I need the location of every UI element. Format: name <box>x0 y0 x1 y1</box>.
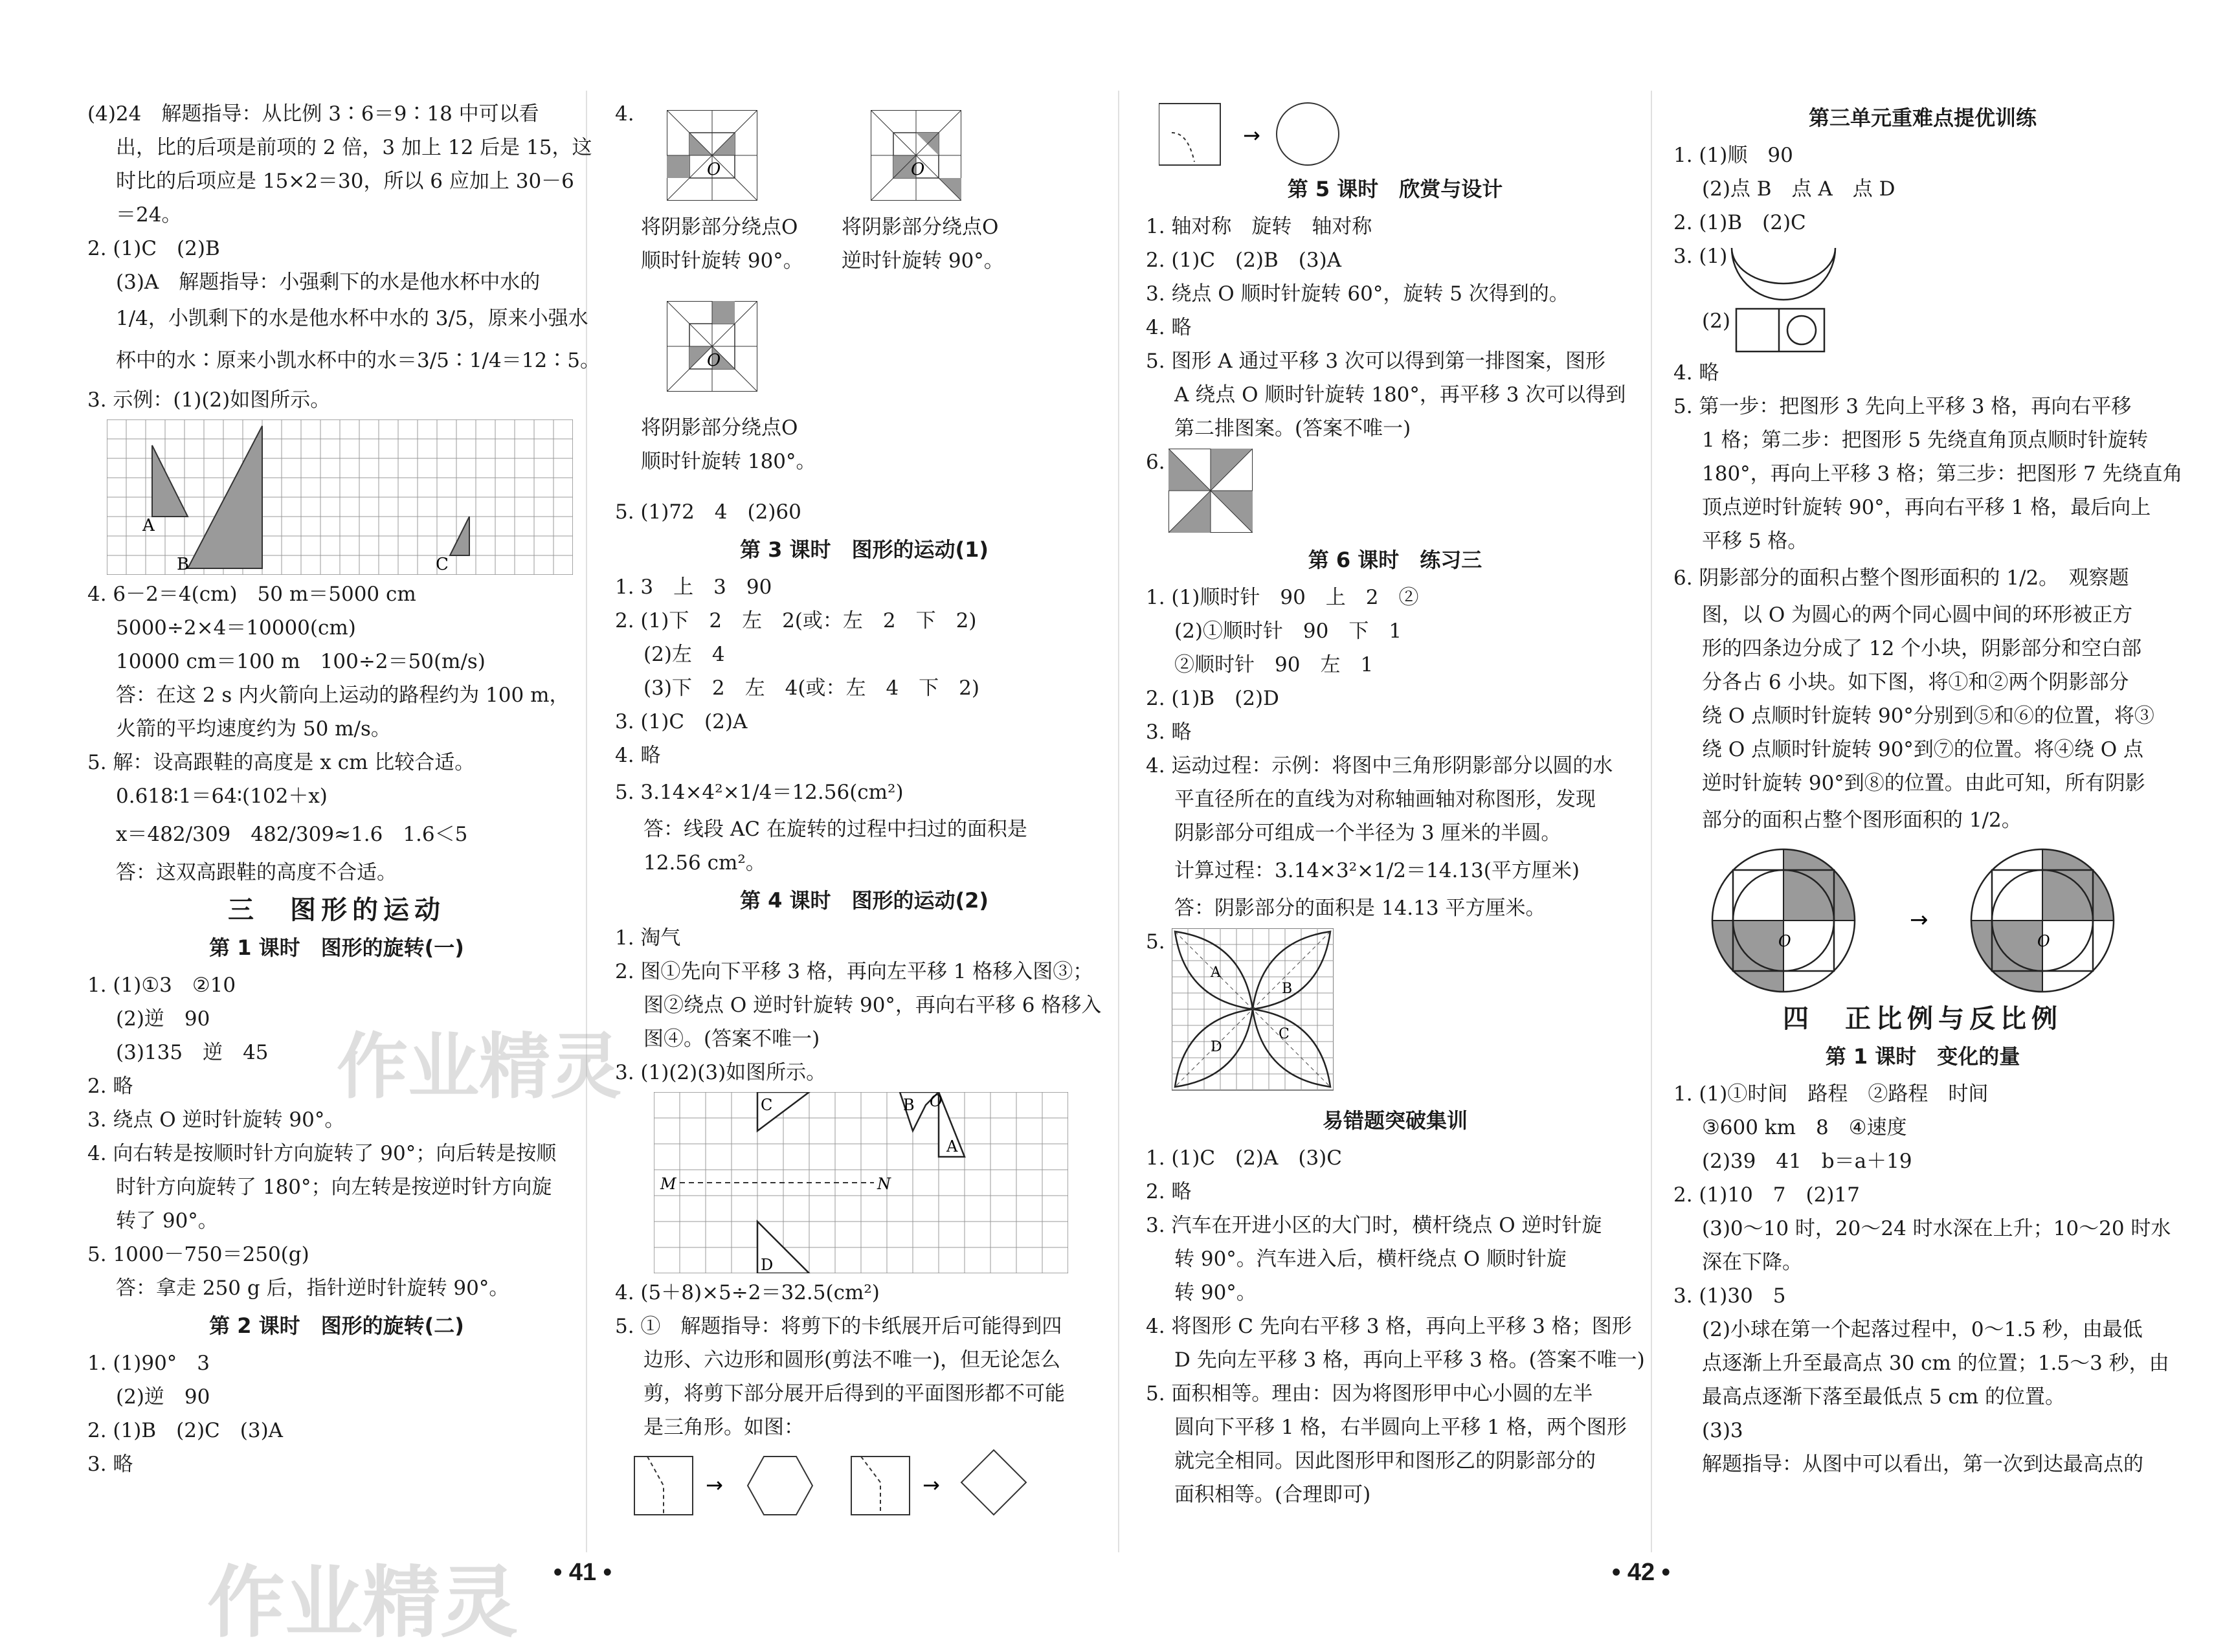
text-line: 是三角形。如图： <box>643 1416 804 1439</box>
crescent-block <box>1673 240 2172 304</box>
label-o: O <box>930 1092 943 1110</box>
text-line: 4. 运动过程：示例：将图中三角形阴影部分以圆的水 <box>1146 754 1613 777</box>
triangle-a <box>152 445 188 517</box>
text-line: (3)下 2 左 4(或：左 4 下 2) <box>643 676 979 700</box>
circle-before <box>1712 849 1855 992</box>
text-line: (2)小球在第一个起落过程中，0～1.5 秒，由最低 <box>1702 1318 2143 1341</box>
square-figure-2 <box>871 110 961 201</box>
label-d: D <box>1211 1039 1222 1055</box>
text-line: 5. 解：设高跟鞋的高度是 x cm 比较合适。 <box>87 751 475 774</box>
text-line: (2)逆 90 <box>116 1007 210 1031</box>
text-line: 3. (1)C (2)A <box>615 710 748 733</box>
text-line: 部分的面积占整个图形面积的 1/2。 <box>1702 809 2022 832</box>
label-a: A <box>1211 965 1221 981</box>
text-line: 1. (1)90° 3 <box>87 1352 210 1375</box>
page-number: • 41 • <box>553 1559 612 1586</box>
text-line: x＝482/309 482/309≈1.6 1.6＜5 <box>116 823 468 846</box>
watermark: 作业精灵 <box>337 1025 621 1108</box>
arrow: → <box>1910 907 1929 933</box>
text-line: (2)①顺时针 90 下 1 <box>1174 620 1402 643</box>
text-line: ③600 km 8 ④速度 <box>1702 1116 1907 1139</box>
text-line: 4. 6－2＝4(cm) 50 m＝5000 cm <box>87 583 416 606</box>
text-line: (3)135 逆 45 <box>116 1041 269 1064</box>
text-line: 3. 绕点 O 顺时针旋转 60°，旋转 5 次得到的。 <box>1146 282 1569 306</box>
text-line: 1 格；第二步：把图形 5 先绕直角顶点顺时针旋转 <box>1702 429 2149 452</box>
text-line: 5. 第一步：把图形 3 先向上平移 3 格，再向右平移 <box>1673 395 2132 418</box>
text-line: 答：这双高跟鞋的高度不合适。 <box>116 861 397 884</box>
text-line: 解题指导：从图中可以看出，第一次到达最高点的 <box>1702 1453 2143 1476</box>
rotation-figure-3 <box>615 301 1113 495</box>
label-a: A <box>946 1137 958 1155</box>
watermark: 作业精灵 <box>207 1558 518 1648</box>
text-line: 1. (1)①3 ②10 <box>87 974 236 997</box>
text-line: 1/4，小凯剩下的水是他水杯中水的 3/5，原来小强水 <box>116 307 588 330</box>
label-c: C <box>1279 1026 1290 1042</box>
text-line: 2. (1)10 7 (2)17 <box>1673 1183 1860 1207</box>
text-line: 1. (1)①时间 路程 ②路程 时间 <box>1673 1082 1989 1106</box>
label-o: O <box>1778 932 1791 950</box>
column-4 <box>1673 97 2183 1481</box>
text-line: (2)逆 90 <box>116 1385 210 1409</box>
text-line: 1. (1)C (2)A (3)C <box>1146 1146 1342 1170</box>
arrow: → <box>1243 123 1260 148</box>
text-line: 就完全相同。因此图形甲和图形乙的阴影部分的 <box>1174 1449 1596 1473</box>
text-line: 4. 略 <box>1673 361 1719 385</box>
text-line: 5. 3.14×4²×1/4＝12.56(cm²) <box>615 781 904 804</box>
text-line: 1. (1)顺 90 <box>1673 144 1793 167</box>
text-line: (2)左 4 <box>643 643 725 666</box>
petal-grid-figure <box>1172 928 1334 1093</box>
question-number: 4. <box>615 102 634 126</box>
text-line: 顶点逆时针旋转 90°，再向右平移 1 格，最后向上 <box>1702 496 2151 519</box>
label-o: O <box>707 351 721 370</box>
text-line: 图，以 O 为圆心的两个同心圆中间的环形被正方 <box>1702 603 2133 627</box>
text-line: (2)39 41 b＝a＋19 <box>1702 1150 1912 1173</box>
lesson-6-title: 第 6 课时 练习三 <box>1308 548 1482 572</box>
text-line: 2. (1)B (2)D <box>1146 687 1279 710</box>
column-1 <box>87 97 600 1481</box>
text-line: 圆向下平移 1 格，右半圆向上平移 1 格，两个图形 <box>1174 1416 1627 1439</box>
pinwheel-figure <box>1168 449 1253 533</box>
label-m: M <box>660 1175 676 1193</box>
unit-4-title: 四 正比例与反比例 <box>1783 1004 2063 1034</box>
lesson-1-title: 第 1 课时 图形的旋转(一) <box>209 935 464 960</box>
text-line: 形的四条边分成了 12 个小块，阴影部分和空白部 <box>1702 637 2142 660</box>
caption: 顺时针旋转 90°。 <box>641 249 803 273</box>
petal-block <box>1146 925 1644 1100</box>
text-line: 火箭的平均速度约为 50 m/s。 <box>116 717 391 741</box>
text-line: (3)0～10 时，20～24 时水深在上升；10～20 时水 <box>1702 1217 2171 1240</box>
text-line: 4. 向右转是按顺时针方向旋转了 90°；向后转是按顺 <box>87 1142 557 1165</box>
text-line: 平直径所在的直线为对称轴画轴对称图形，发现 <box>1174 788 1596 811</box>
text-line: 2. 略 <box>87 1075 133 1098</box>
text-line: 12.56 cm²。 <box>643 851 766 875</box>
text-line: 5. 面积相等。理由：因为将图形甲中心小圆的左半 <box>1146 1382 1593 1405</box>
text-line: 第二排图案。(答案不唯一) <box>1174 417 1411 440</box>
pinwheel-block <box>1146 445 1644 539</box>
caption: 顺时针旋转 180°。 <box>641 450 816 473</box>
text-line: 绕 O 点顺时针旋转 90°分别到⑤和⑥的位置，将③ <box>1702 704 2154 728</box>
text-line: 3. 绕点 O 逆时针旋转 90°。 <box>87 1108 345 1132</box>
text-line: 绕 O 点顺时针旋转 90°到⑦的位置。将④绕 O 点 <box>1702 738 2144 761</box>
text-line: 2. (1)C (2)B (3)A <box>1146 249 1342 272</box>
text-line: 杯中的水∶原来小凯水杯中的水＝3/5∶1/4＝12∶5。 <box>116 349 600 372</box>
text-line: 3. 略 <box>1146 720 1192 744</box>
text-line: 2. (1)下 2 左 2(或：左 2 下 2) <box>615 609 977 632</box>
text-line: 3. (1)(2)(3)如图所示。 <box>615 1061 827 1084</box>
text-line: 3. (1)30 5 <box>1673 1284 1786 1308</box>
text-line: 4. 略 <box>615 744 661 767</box>
column-separator <box>1651 91 1652 1552</box>
lesson-2-title: 第 2 课时 图形的旋转(二) <box>209 1313 464 1338</box>
text-line: ②顺时针 90 左 1 <box>1174 653 1374 676</box>
unit-3-title: 三 图形的运动 <box>228 895 445 925</box>
text-line: 面积相等。(合理即可) <box>1174 1483 1371 1506</box>
text-line: 180°，再向上平移 3 格；第三步：把图形 7 先绕直角 <box>1702 462 2183 486</box>
text-line: 出，比的后项是前项的 2 倍，3 加上 12 后是 15，这 <box>116 136 592 159</box>
caption: 将阴影部分绕点O <box>641 416 798 440</box>
text-line: 1. 淘气 <box>615 926 681 950</box>
arrow: → <box>706 1473 723 1497</box>
translation-grid-figure <box>654 1092 1068 1273</box>
page-gutter <box>1118 91 1119 1552</box>
label-c: C <box>761 1096 773 1114</box>
text-line: 2. 略 <box>1146 1180 1192 1203</box>
text-line: 3. 汽车在开进小区的大门时，横杆绕点 O 逆时针旋 <box>1146 1214 1602 1237</box>
text-line: ＝24。 <box>116 203 182 227</box>
column-2 <box>615 97 1113 1521</box>
question-part: (2) <box>1702 309 1730 333</box>
crescent-figure <box>1728 245 1839 303</box>
text-line: 3. 略 <box>87 1453 133 1476</box>
label-n: N <box>877 1175 891 1193</box>
text-line: 图④。(答案不唯一) <box>643 1027 820 1051</box>
text-line: 4. 将图形 C 先向右平移 3 格，再向上平移 3 格；图形 <box>1146 1315 1632 1338</box>
text-line: 答：在这 2 s 内火箭向上运动的路程约为 100 m， <box>116 684 570 707</box>
errors-title: 易错题突破集训 <box>1322 1108 1468 1133</box>
paper-cut-figure <box>628 1447 1094 1518</box>
arrow: → <box>922 1473 940 1497</box>
text-line: 5. 1000－750＝250(g) <box>87 1243 309 1266</box>
question-number: 6. <box>1146 451 1165 474</box>
circle-after <box>1971 849 2114 992</box>
column-3 <box>1146 97 1644 1512</box>
text-line: 深在下降。 <box>1702 1251 1802 1274</box>
label-o: O <box>707 160 721 179</box>
rect-circle-block <box>1673 304 2172 356</box>
text-line: 时针方向旋转了 180°；向左转是按逆时针方向旋 <box>116 1176 552 1199</box>
text-line: (3)A 解题指导：小强剩下的水是他水杯中水的 <box>116 271 541 294</box>
text-line: 1. 轴对称 旋转 轴对称 <box>1146 215 1372 238</box>
text-line: 6. 阴影部分的面积占整个图形面积的 1/2。 观察题 <box>1673 566 2129 590</box>
text-line: 2. 图①先向下平移 3 格，再向左平移 1 格移入图③； <box>615 960 1093 983</box>
text-line: 时比的后项应是 15×2＝30，所以 6 应加上 30－6 <box>116 170 574 193</box>
text-line: 转了 90°。 <box>116 1209 218 1233</box>
text-line: 边形、六边形和圆形(剪法不唯一)，但无论怎么 <box>643 1348 1061 1372</box>
text-line: 1. 3 上 3 90 <box>615 575 772 599</box>
label-b: B <box>1282 981 1293 997</box>
text-line: 2. (1)B (2)C <box>1673 211 1806 234</box>
text-line: 分各占 6 小块。如下图，将①和②两个阴影部分 <box>1702 671 2129 694</box>
text-line: 0.618∶1＝64∶(102＋x) <box>116 785 328 808</box>
unit-3-review-title: 第三单元重难点提优训练 <box>1808 106 2037 130</box>
question-number: 5. <box>1146 930 1165 954</box>
lesson-4-title: 第 4 课时 图形的运动(2) <box>739 888 989 913</box>
square-to-circle-figure <box>1159 97 1353 168</box>
label-o: O <box>2037 932 2050 950</box>
square-figure-1 <box>667 110 757 201</box>
text-line: 1. (1)顺时针 90 上 2 ② <box>1146 586 1419 609</box>
text-line: 5. 图形 A 通过平移 3 次可以得到第一排图案，图形 <box>1146 350 1605 373</box>
page-number: • 42 • <box>1612 1559 1670 1586</box>
label-d: D <box>761 1256 774 1273</box>
text-line: 10000 cm＝100 m 100÷2＝50(m/s) <box>116 650 486 673</box>
concentric-circles-figure <box>1706 843 2159 998</box>
text-line: 转 90°。汽车进入后，横杆绕点 O 顺时针旋 <box>1174 1247 1567 1271</box>
unit-4-lesson-1-title: 第 1 课时 变化的量 <box>1825 1044 2020 1069</box>
text-line: 4. 略 <box>1146 316 1192 339</box>
text-line: 2. (1)B (2)C (3)A <box>87 1419 284 1442</box>
text-line: 5000÷2×4＝10000(cm) <box>116 616 356 640</box>
text-line: 阴影部分可组成一个半径为 3 厘米的半圆。 <box>1174 821 1561 845</box>
text-line: (4)24 解题指导：从比例 3∶6＝9∶18 中可以看 <box>87 102 539 126</box>
caption: 将阴影部分绕点O <box>641 216 798 239</box>
label-c: C <box>436 555 449 574</box>
question-number: 3. (1) <box>1673 245 1728 268</box>
text-line: 剪，将剪下部分展开后得到的平面图形都不可能 <box>643 1382 1065 1405</box>
text-line: 2. (1)C (2)B <box>87 237 220 260</box>
text-line: 平移 5 格。 <box>1702 530 1808 553</box>
text-line: D 先向左平移 3 格，再向上平移 3 格。(答案不唯一) <box>1174 1348 1645 1372</box>
text-line: 答：拿走 250 g 后，指针逆时针旋转 90°。 <box>116 1277 509 1300</box>
text-line: 转 90°。 <box>1174 1281 1257 1304</box>
text-line: 逆时针旋转 90°到⑧的位置。由此可知，所有阴影 <box>1702 772 2145 795</box>
text-line: 5. (1)72 4 (2)60 <box>615 500 801 524</box>
text-line: 5. ① 解题指导：将剪下的卡纸展开后可能得到四 <box>615 1315 1062 1338</box>
lesson-5-title: 第 5 课时 欣赏与设计 <box>1287 177 1503 201</box>
text-line: 3. 示例：(1)(2)如图所示。 <box>87 388 331 412</box>
text-line: A 绕点 O 顺时针旋转 180°，再平移 3 次可以得到 <box>1174 383 1626 407</box>
text-line: (2)点 B 点 A 点 D <box>1702 177 1895 201</box>
label-b: B <box>903 1096 915 1114</box>
text-line: 点逐渐上升至最高点 30 cm 的位置；1.5～3 秒，由 <box>1702 1352 2169 1375</box>
text-line: 图②绕点 O 逆时针旋转 90°，再向右平移 6 格移入 <box>643 994 1102 1017</box>
text-line: 最高点逐渐下落至最低点 5 cm 的位置。 <box>1702 1385 2066 1409</box>
text-line: 4. (5＋8)×5÷2＝32.5(cm²) <box>615 1281 880 1304</box>
rect-circle-figure <box>1735 307 1826 354</box>
caption: 逆时针旋转 90°。 <box>842 249 1004 273</box>
square-figure-3 <box>667 301 757 392</box>
grid-triangles-figure <box>107 419 573 575</box>
label-o: O <box>911 160 925 179</box>
text-line: 计算过程：3.14×3²×1/2＝14.13(平方厘米) <box>1174 859 1580 882</box>
lesson-3-title: 第 3 课时 图形的运动(1) <box>739 537 989 562</box>
label-a: A <box>142 516 155 535</box>
label-b: B <box>177 555 190 574</box>
text-line: 答：阴影部分的面积是 14.13 平方厘米。 <box>1174 897 1546 920</box>
text-line: 答：线段 AC 在旋转的过程中扫过的面积是 <box>643 818 1027 841</box>
text-line: (3)3 <box>1702 1419 1743 1442</box>
caption: 将阴影部分绕点O <box>842 216 999 239</box>
